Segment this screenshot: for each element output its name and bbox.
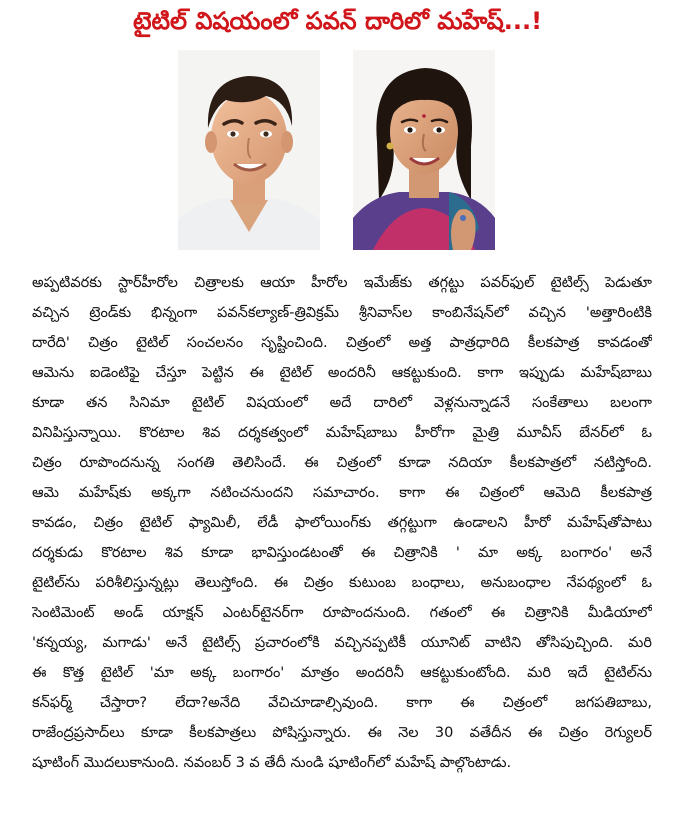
article-line: కూడా తన సినిమా టైటిల్ విషయంలో అదే దారిలో వెళ్లనున్నాడనే సంకేతాలు బలంగా (32, 395, 652, 411)
article-line: షూటింగ్ మొదలుకానుంది. నవంబర్ 3 వ తేదీ నుండి షూటింగ్‌లో మహేష్ పాల్గొంటాడు. (32, 755, 512, 771)
article-line: చిత్రం రూపొందనున్న సంగతి తెలిసిందే. ఈ చిత్రంలో కూడా నదియా కీలకపాత్రలో నటిస్తోంది. (32, 455, 652, 471)
article-line: దర్శకుడు కొరటాల శివ కూడా భావిస్తుండటంతో ఈ చిత్రానికి ' మా అక్క బంగారం' అనే (32, 545, 652, 561)
woman-portrait-photo (353, 50, 495, 250)
article-line: కన్‌ఫర్మ్ చేస్తారా? లేదా?అనేది వేచిచూడాల్సివుంది. కాగా ఈ చిత్రంలో జగపతిబాబు, (32, 695, 652, 711)
article-line: రాజేంద్రప్రసాద్‌లు కూడా కీలకపాత్రలు పోషిస్తున్నారు. ఈ నెల 30 వతేదీన ఈ చిత్రం రెగ్యులర్ (32, 725, 652, 741)
article-line: ఈ కొత్త టైటిల్ 'మా అక్క బంగారం' మాత్రం అందరినీ ఆకట్టుకుంటోంది. మరి ఇదే టైటిల్‌ను (32, 665, 652, 681)
article-line: వినిపిస్తున్నాయి. కొరటాల శివ దర్శకత్వంలో మహేష్‌బాబు హీరోగా మైత్రి మూవీస్ బేనర్‌లో ఓ (32, 425, 652, 441)
page-title: టైటిల్ విషయంలో పవన్ దారిలో మహేష్...! (132, 7, 543, 35)
article-line: టైటిల్‌ను పరిశీలిస్తున్నట్లు తెలుస్తోంది. ఈ చిత్రం కుటుంబ బంధాలు, అనుబంధాల నేపథ్యంలో ఓ (32, 575, 652, 591)
man-portrait-photo (178, 50, 320, 250)
woman-portrait-icon (353, 50, 495, 250)
man-portrait-icon (178, 50, 320, 250)
article-line: సెంటిమెంట్ అండ్ యాక్షన్ ఎంటర్‌టైనర్‌గా రూపొందనుంది. గతంలో ఈ చిత్రానికి మీడియాలో (32, 605, 652, 621)
article-line: ఆమె మహేష్‌కు అక్కగా నటించనుందని సమాచారం. కాగా ఈ చిత్రంలో ఆమెది కీలకపాత్ర (32, 485, 652, 501)
article-line: 'కన్నయ్య, మగాడు' అనే టైటిల్స్ ప్రచారంలోకి వచ్చినప్పటికీ యూనిట్ వాటిని తోసిపుచ్చింది. మరి (32, 635, 652, 651)
article-line: ఆమెను ఐడెంటిఫై చేస్తూ పెట్టిన ఈ టైటిల్ అందరినీ ఆకట్టుకుంది. కాగా ఇప్పుడు మహేష్‌బాబు (32, 365, 652, 381)
article-body (32, 268, 652, 778)
article-line: కావడం, చిత్రం టైటిల్ ఫ్యామిలీ, లేడీ ఫాలోయింగ్‌కు తగ్గట్టుగా ఉండాలని హీరో మహేష్‌తోపాటు (32, 515, 652, 531)
article-line: వచ్చిన ట్రెండ్‌కు భిన్నంగా పవన్‌కల్యాణ్-త్రివిక్రమ్ శ్రీనివాస్‌ల కాంబినేషన్‌లో వచ్చిన 'అత్తారింటికి (32, 305, 652, 321)
photo-row (175, 50, 495, 250)
article-line: అప్పటివరకు స్టార్‌హీరోల చిత్రాలకు ఆయా హీరోల ఇమేజ్‌కు తగ్గట్టు పవర్‌ఫుల్ టైటిల్స్ పెడుతూ (32, 275, 652, 291)
article-line: దారేది' చిత్రం టైటిల్ సంచలనం సృష్టించింది. చిత్రంలో అత్త పాత్రధారిది కీలకపాత్ర కావడంతో (32, 335, 652, 351)
